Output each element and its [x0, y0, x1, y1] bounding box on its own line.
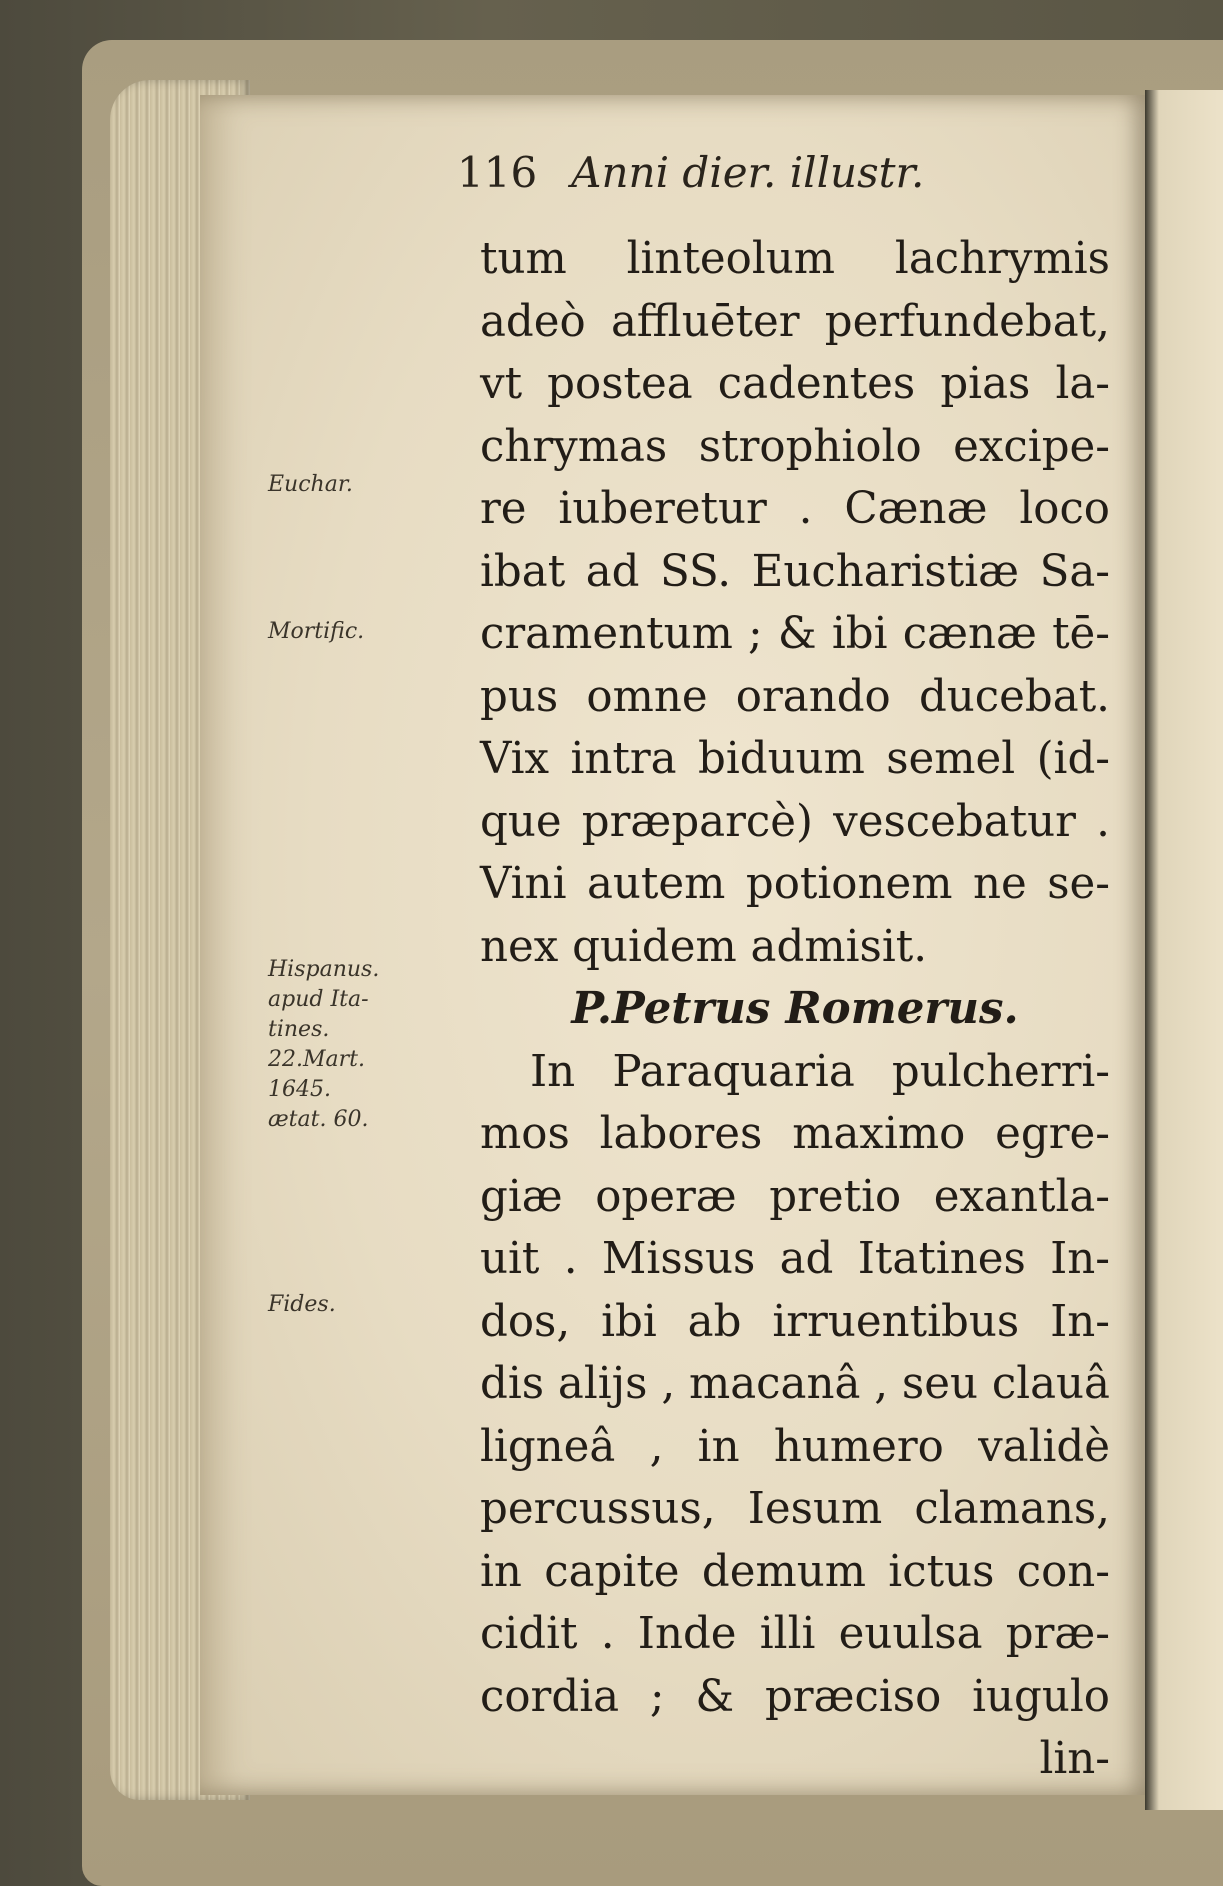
text-line: dis alijs , macanâ , seu clauâ [480, 1359, 1110, 1409]
body-text [480, 228, 1110, 1791]
text-line: pus omne orando ducebat. [480, 671, 1110, 722]
marginal-note-hispanus [268, 955, 448, 1135]
text-line: nex quidem admisit. [480, 921, 928, 972]
marginal-line: apud Ita- [268, 987, 369, 1012]
text-line: cordia ; & præciso iugulo [480, 1671, 1110, 1722]
text-line: mos labores maximo egre- [480, 1109, 1110, 1159]
text-line: cramentum ; & ibi cænæ tē- [480, 609, 1110, 659]
text-line: Vini autem potionem ne se- [480, 859, 1110, 909]
marginal-note-euchar: Euchar. [268, 472, 353, 497]
text-line: In Paraquaria pulcherri- [530, 1046, 1110, 1097]
marginal-line: tines. [268, 1017, 330, 1042]
text-line: tum linteolum lachrymis [480, 234, 1110, 284]
facing-page-edge [1145, 90, 1223, 1810]
section-heading: P.Petrus Romerus. [571, 983, 1019, 1034]
text-line: que præparcè) vescebatur . [480, 796, 1110, 847]
text-line: Vix intra biduum semel (id- [480, 734, 1110, 784]
marginal-note-mortific: Mortific. [268, 619, 365, 644]
text-line: percussus, Iesum clamans, [480, 1484, 1110, 1534]
text-line: ligneâ , in humero validè [480, 1421, 1110, 1472]
text-line: re iuberetur . Cænæ loco [480, 484, 1110, 534]
text-line: in capite demum ictus con- [480, 1546, 1110, 1597]
page-number: 116 [457, 148, 538, 197]
text-line: giæ operæ pretio exantla- [480, 1171, 1110, 1222]
text-line: adeò affluēter perfundebat, [480, 296, 1110, 347]
text-line: ibat ad SS. Eucharistiæ Sa- [480, 546, 1110, 597]
text-line: chrymas strophiolo excipe- [480, 421, 1110, 472]
text-line: vt postea cadentes pias la- [480, 359, 1110, 409]
text-line: uit . Missus ad Itatines In- [480, 1234, 1110, 1284]
page-header [457, 148, 924, 197]
marginal-line: Hispanus. [268, 957, 380, 982]
marginal-line: 22.Mart. [268, 1047, 365, 1072]
running-title: Anni dier. illustr. [571, 148, 925, 197]
text-line: cidit . Inde illi euulsa præ- [480, 1609, 1110, 1659]
marginal-line: 1645. [268, 1077, 331, 1102]
text-line: dos, ibi ab irruentibus In- [480, 1296, 1110, 1347]
catchword: lin- [1039, 1734, 1110, 1784]
marginal-line: ætat. 60. [268, 1107, 369, 1132]
marginal-note-fides: Fides. [268, 1292, 336, 1317]
